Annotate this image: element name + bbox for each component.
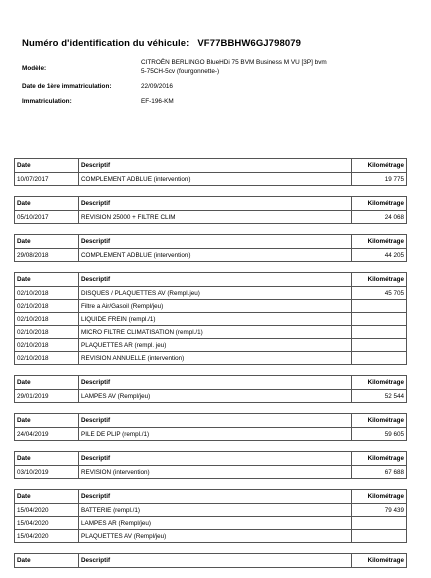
cell-mileage: 52 544 (352, 390, 407, 403)
record-header-row (15, 490, 407, 504)
cell-date: 02/10/2018 (15, 339, 79, 352)
record-header-row (15, 376, 407, 390)
cell-description: MICRO FILTRE CLIMATISATION (rempl./1) (79, 326, 352, 339)
cell-date: 02/10/2018 (15, 300, 79, 313)
column-header-date: Date (15, 273, 79, 287)
column-header-description: Descriptif (79, 414, 352, 428)
cell-description: REVISION ANNUELLE (intervention) (79, 352, 352, 365)
record-table (14, 489, 407, 543)
model-label: Modèle: (22, 65, 47, 72)
table-row (15, 300, 407, 313)
record-table (14, 375, 407, 403)
cell-description: PLAQUETTES AV (Rempl/jeu) (79, 530, 352, 543)
cell-description: REVISION (intervention) (79, 466, 352, 479)
column-header-date: Date (15, 235, 79, 249)
cell-mileage (352, 300, 407, 313)
cell-description: BATTERIE (rempl./1) (79, 504, 352, 517)
column-header-description: Descriptif (79, 554, 352, 568)
first-registration-value: 22/09/2016 (141, 83, 173, 90)
cell-description: PLAQUETTES AR (rempl. jeu) (79, 339, 352, 352)
column-header-mileage: Kilométrage (352, 490, 407, 504)
column-header-date: Date (15, 490, 79, 504)
cell-mileage (352, 530, 407, 543)
column-header-date: Date (15, 554, 79, 568)
table-row (15, 517, 407, 530)
plate-value: EF-196-KM (141, 98, 174, 105)
cell-date: 29/01/2019 (15, 390, 79, 403)
first-registration-label: Date de 1ère immatriculation: (22, 83, 112, 90)
column-header-mileage: Kilométrage (352, 554, 407, 568)
column-header-date: Date (15, 414, 79, 428)
column-header-date: Date (15, 159, 79, 173)
record-table (14, 553, 407, 568)
cell-mileage (352, 313, 407, 326)
cell-date: 29/08/2018 (15, 249, 79, 262)
table-row (15, 173, 407, 186)
table-row (15, 466, 407, 479)
cell-date: 02/10/2018 (15, 352, 79, 365)
column-header-mileage: Kilométrage (352, 414, 407, 428)
column-header-description: Descriptif (79, 197, 352, 211)
cell-date: 24/04/2019 (15, 428, 79, 441)
record-header-row (15, 452, 407, 466)
column-header-date: Date (15, 452, 79, 466)
table-row (15, 249, 407, 262)
table-row (15, 313, 407, 326)
cell-mileage (352, 326, 407, 339)
record-header-row (15, 197, 407, 211)
model-value-line2: 5-75CH-5cv (fourgonnette-) (141, 67, 220, 75)
record-header-row (15, 414, 407, 428)
cell-description: Filtre a Air/Gasoil (Rempl/jeu) (79, 300, 352, 313)
cell-date: 10/07/2017 (15, 173, 79, 186)
model-value-line1: CITROËN BERLINGO BlueHDi 75 BVM Business M VU [3P] bvm (141, 59, 327, 66)
column-header-date: Date (15, 376, 79, 390)
cell-mileage: 67 688 (352, 466, 407, 479)
cell-date: 02/10/2018 (15, 287, 79, 300)
cell-date: 05/10/2017 (15, 211, 79, 224)
vin-value: VF77BBHW6GJ798079 (197, 38, 301, 49)
maintenance-records (14, 158, 406, 578)
column-header-date: Date (15, 197, 79, 211)
column-header-description: Descriptif (79, 273, 352, 287)
vin-heading (22, 38, 301, 49)
cell-mileage (352, 339, 407, 352)
cell-description: LAMPES AV (Rempl/jeu) (79, 390, 352, 403)
column-header-description: Descriptif (79, 490, 352, 504)
cell-mileage: 45 705 (352, 287, 407, 300)
cell-mileage: 19 775 (352, 173, 407, 186)
cell-description: COMPLEMENT ADBLUE (intervention) (79, 173, 352, 186)
table-row (15, 390, 407, 403)
cell-description: LIQUIDE FREIN (rempl./1) (79, 313, 352, 326)
record-table (14, 234, 407, 262)
cell-date: 15/04/2020 (15, 504, 79, 517)
table-row (15, 287, 407, 300)
column-header-mileage: Kilométrage (352, 452, 407, 466)
cell-description: DISQUES / PLAQUETTES AV (Rempl.jeu) (79, 287, 352, 300)
column-header-mileage: Kilométrage (352, 197, 407, 211)
record-header-row (15, 235, 407, 249)
table-row (15, 326, 407, 339)
cell-description: PILE DE PLIP (rempl./1) (79, 428, 352, 441)
cell-mileage: 44 205 (352, 249, 407, 262)
record-table (14, 451, 407, 479)
table-row (15, 530, 407, 543)
table-row (15, 352, 407, 365)
cell-description: REVISION 25000 + FILTRE CLIM (79, 211, 352, 224)
table-row (15, 211, 407, 224)
cell-mileage: 24 068 (352, 211, 407, 224)
column-header-description: Descriptif (79, 452, 352, 466)
column-header-mileage: Kilométrage (352, 235, 407, 249)
table-row (15, 504, 407, 517)
cell-date: 15/04/2020 (15, 530, 79, 543)
record-table (14, 272, 407, 365)
table-row (15, 428, 407, 441)
cell-date: 03/10/2019 (15, 466, 79, 479)
cell-date: 02/10/2018 (15, 313, 79, 326)
table-row (15, 339, 407, 352)
cell-mileage (352, 517, 407, 530)
record-table (14, 196, 407, 224)
record-header-row (15, 554, 407, 568)
cell-mileage: 79 439 (352, 504, 407, 517)
cell-description: COMPLEMENT ADBLUE (intervention) (79, 249, 352, 262)
cell-date: 02/10/2018 (15, 326, 79, 339)
column-header-mileage: Kilométrage (352, 376, 407, 390)
column-header-description: Descriptif (79, 235, 352, 249)
vin-heading-label: Numéro d'identification du véhicule: (22, 38, 190, 49)
cell-date: 15/04/2020 (15, 517, 79, 530)
cell-description: LAMPES AR (Rempl/jeu) (79, 517, 352, 530)
record-header-row (15, 273, 407, 287)
cell-mileage: 59 605 (352, 428, 407, 441)
column-header-mileage: Kilométrage (352, 273, 407, 287)
record-header-row (15, 159, 407, 173)
column-header-description: Descriptif (79, 376, 352, 390)
plate-label: Immatriculation: (22, 98, 72, 105)
column-header-mileage: Kilométrage (352, 159, 407, 173)
column-header-description: Descriptif (79, 159, 352, 173)
record-table (14, 158, 407, 186)
record-table (14, 413, 407, 441)
cell-mileage (352, 352, 407, 365)
